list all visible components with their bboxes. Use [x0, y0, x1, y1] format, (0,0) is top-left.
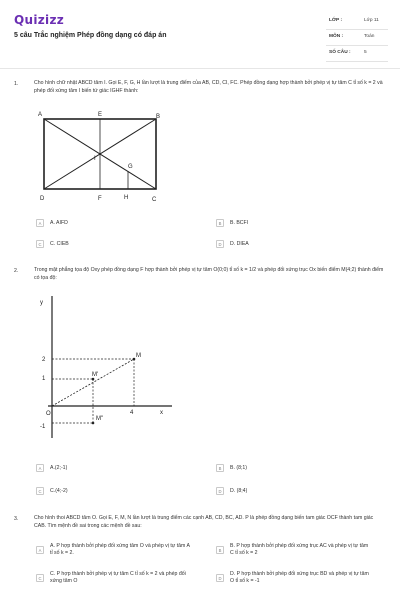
page-title: 5 câu Trắc nghiệm Phép đồng dạng có đáp án	[14, 32, 167, 39]
tick-label-4: 4	[130, 410, 134, 416]
label-y: y	[40, 300, 43, 306]
option-letter-box: A	[36, 464, 44, 472]
question-2-number: 2.	[14, 268, 19, 274]
option-text: A.(2;-1)	[50, 465, 68, 471]
point-m-double-prime	[92, 422, 95, 425]
option-letter-box: A	[36, 219, 44, 227]
option-letter-box: B	[216, 546, 224, 554]
line-om	[52, 359, 134, 406]
meta-row-subject	[326, 30, 388, 46]
quizizz-logo: Quizizz	[14, 13, 65, 27]
meta-key: MÔN :	[329, 34, 344, 39]
question-1-number: 1.	[14, 81, 19, 87]
question-2-text: Trong mặt phẳng tọa độ Oxy phép đồng dạng F hợp thành bởi phép vị tự tâm O(0;0) tỉ số k = 1/2 và phép đối xứng trục Ox biến điểm M(4;2) thành điểm có tọa độ:	[34, 267, 384, 281]
question-3-number: 3.	[14, 516, 19, 522]
tick-label-minus-1: -1	[40, 424, 46, 430]
label-d: D	[40, 196, 45, 202]
option-letter-box: D	[216, 487, 224, 495]
label-a: A	[38, 112, 43, 118]
meta-value: Toán	[364, 34, 375, 39]
label-c: C	[152, 197, 157, 203]
meta-value: Lớp 11	[364, 18, 379, 23]
option-text: D. DIEA	[230, 241, 249, 247]
label-m-prime: M'	[92, 372, 99, 378]
label-h: H	[124, 195, 129, 201]
question-3-text: Cho hình thoi ABCD tâm O. Gọi E, F, M, N lần lượt là trung điểm các cạnh AB, CD, BC, AD. P là phép đồng dạng biến tam giác OCF thành tam giác CAB. Tìm mệnh đề sai trong các mệnh đề sau:	[34, 515, 374, 529]
point-m	[133, 358, 136, 361]
label-f: F	[98, 196, 102, 202]
option-letter-box: A	[36, 546, 44, 554]
option-letter-box: C	[36, 574, 44, 582]
meta-row-class	[326, 14, 388, 30]
meta-key: LỚP :	[329, 18, 343, 23]
point-m-prime	[92, 378, 95, 381]
question-1-rectangle-figure	[36, 108, 166, 206]
option-text: C. CIEB	[50, 241, 69, 247]
option-letter-box: C	[36, 240, 44, 248]
option-letter-box: B	[216, 219, 224, 227]
option-letter-box: C	[36, 487, 44, 495]
label-g: G	[128, 164, 133, 170]
option-text: B. P hợp thành bởi phép đối xứng trục AC và phép vị tự tâm C tỉ số k = 2	[230, 543, 369, 556]
option-letter-box: D	[216, 574, 224, 582]
tick-label-2: 2	[42, 357, 46, 363]
meta-table	[326, 14, 388, 62]
worksheet-header	[0, 0, 400, 68]
meta-row-count	[326, 46, 388, 62]
label-x: x	[160, 410, 163, 416]
option-text: B. (8;1)	[230, 465, 248, 471]
meta-key: SỐ CÂU :	[329, 50, 351, 55]
header-divider	[0, 68, 400, 69]
label-i: I	[94, 156, 96, 162]
option-letter-box: D	[216, 240, 224, 248]
label-m: M	[136, 353, 141, 359]
meta-value: 5	[364, 50, 367, 55]
label-b: B	[156, 114, 161, 120]
label-m-double-prime: M"	[96, 416, 104, 422]
label-e: E	[98, 112, 103, 118]
option-text: C.(4;-2)	[50, 488, 68, 494]
question-2-coordinate-figure	[34, 290, 179, 440]
option-letter-box: B	[216, 464, 224, 472]
option-text: D. P hợp thành bởi phép đối xứng trục BD và phép vị tự tâm O tỉ số k = -1	[230, 571, 369, 584]
option-text: C. P hợp thành bởi phép vị tự tâm C tỉ số k = 2 và phép đối xứng tâm O	[50, 571, 186, 584]
tick-label-1: 1	[42, 376, 46, 382]
option-text: A. AIFD	[50, 220, 68, 226]
question-1-text: Cho hình chữ nhật ABCD tâm I. Gọi E, F, G, H lần lượt là trung điểm của AB, CD, CI, FC. Phép đồng dạng hợp thành bởi phép vị tự tâm C tỉ số k = 2 và phép đối xứng tâm I biến tứ giác IGHF thành:	[34, 80, 383, 94]
option-text: D. (8;4)	[230, 488, 248, 494]
option-text: A. P hợp thành bởi phép đối xứng tâm O và phép vị tự tâm A tỉ số k = 2.	[50, 543, 190, 556]
label-origin: O	[46, 411, 51, 417]
option-text: B. BCFI	[230, 220, 249, 226]
